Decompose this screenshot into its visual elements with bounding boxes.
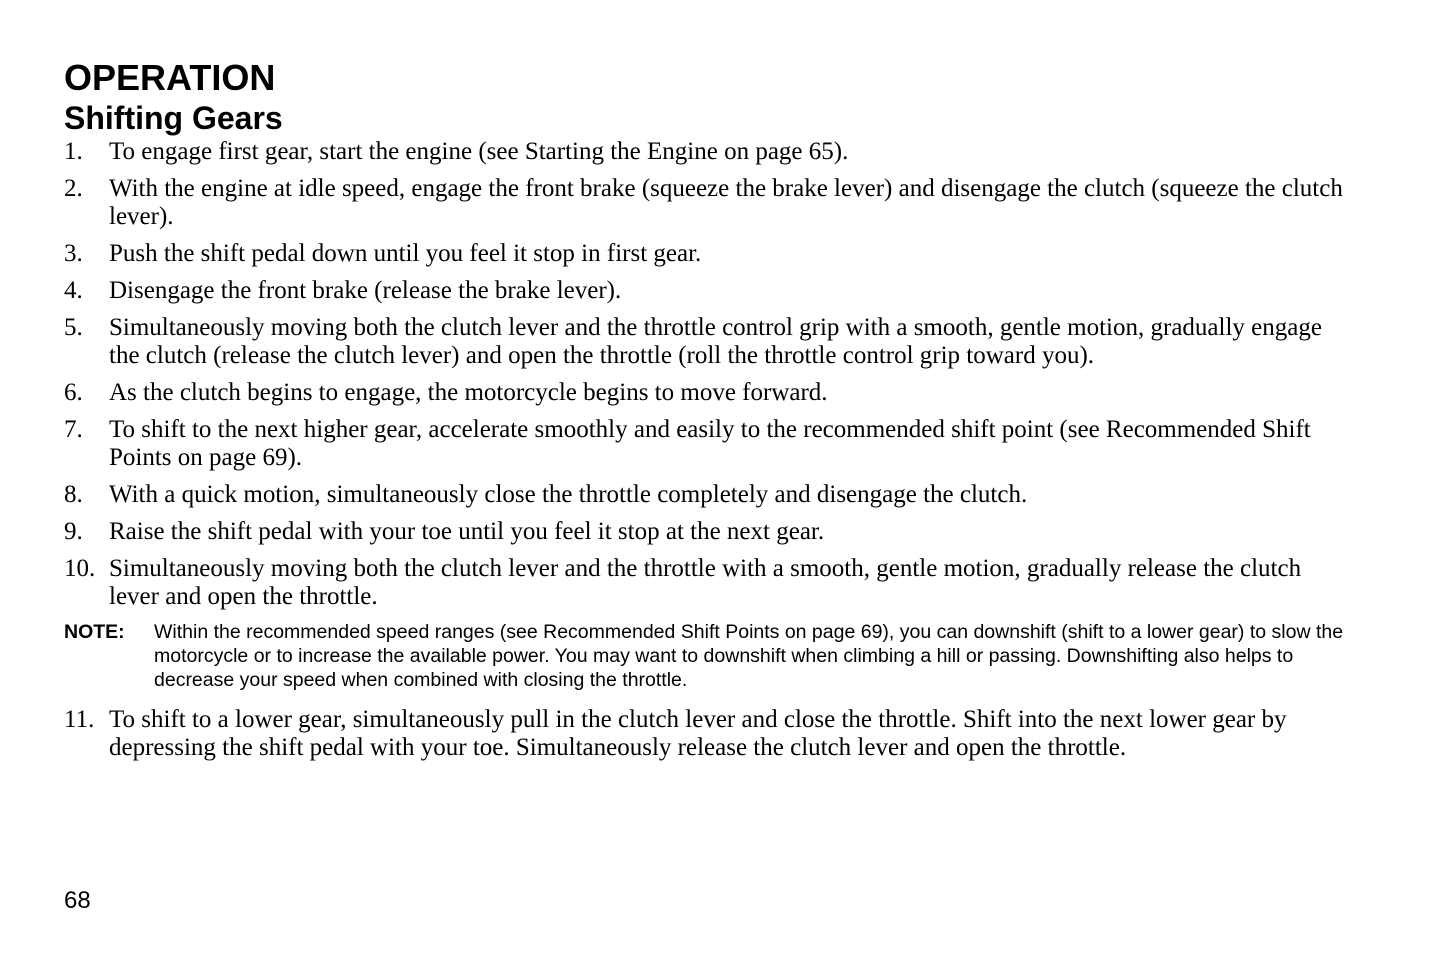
- step-number: 1.: [64, 138, 83, 165]
- step-number: 11.: [64, 706, 95, 733]
- section-title: OPERATION: [64, 57, 276, 98]
- step-number: 9.: [64, 518, 83, 545]
- step-item: [64, 518, 1384, 546]
- step-text: With the engine at idle speed, engage the front brake (squeeze the brake lever) and disengage the clutch (squeeze the clutch lever).: [109, 175, 1343, 230]
- step-item: [64, 175, 1384, 231]
- step-item: [64, 240, 1384, 268]
- step-text: As the clutch begins to engage, the motorcycle begins to move forward.: [109, 379, 828, 406]
- step-item: [64, 481, 1384, 509]
- step-text: To shift to the next higher gear, accelerate smoothly and easily to the recommended shift point (see Recommended Shift Points on page 69).: [109, 416, 1311, 471]
- step-number: 10.: [64, 555, 96, 582]
- step-text: To engage first gear, start the engine (see Starting the Engine on page 65).: [109, 138, 849, 165]
- step-text: Simultaneously moving both the clutch lever and the throttle with a smooth, gentle motion, gradually release the clutch lever and open the throttle.: [109, 555, 1302, 610]
- step-text: Disengage the front brake (release the brake lever).: [109, 277, 622, 304]
- note-text: Within the recommended speed ranges (see Recommended Shift Points on page 69), you can downshift (shift to a lower gear) to slow the motorcycle or to increase the available power. You may want to downshift when climbing a hill or passing. Downshifting also helps to decrease your speed when combined with closing the throttle.: [154, 621, 1344, 691]
- subsection-title: Shifting Gears: [64, 100, 283, 136]
- page-number: 68: [64, 887, 91, 914]
- step-item: [64, 416, 1384, 472]
- step-number: 5.: [64, 314, 83, 341]
- note-label: NOTE:: [64, 621, 125, 643]
- step-text: Push the shift pedal down until you feel it stop in first gear.: [109, 240, 702, 267]
- step-item: [64, 277, 1384, 305]
- step-item: [64, 314, 1384, 370]
- step-item: [64, 706, 1384, 762]
- note-block: [64, 620, 1384, 692]
- step-number: 3.: [64, 240, 83, 267]
- step-text: With a quick motion, simultaneously close the throttle completely and disengage the clutch.: [109, 481, 1028, 508]
- step-item: [64, 138, 1384, 166]
- step-text: Raise the shift pedal with your toe until you feel it stop at the next gear.: [109, 518, 825, 545]
- step-text: Simultaneously moving both the clutch lever and the throttle control grip with a smooth, gentle motion, gradually engage the clutch (release the clutch lever) and open the throttle (roll the throttle control grip toward you).: [109, 314, 1322, 369]
- manual-page: [64, 56, 1384, 771]
- step-item: [64, 555, 1384, 611]
- step-number: 8.: [64, 481, 83, 508]
- steps-list: [64, 138, 1384, 611]
- step-item: [64, 379, 1384, 407]
- step-number: 2.: [64, 175, 83, 202]
- step-number: 7.: [64, 416, 83, 443]
- step-number: 6.: [64, 379, 83, 406]
- step-number: 4.: [64, 277, 83, 304]
- step-text: To shift to a lower gear, simultaneously pull in the clutch lever and close the throttle. Shift into the next lower gear by depressing the shift pedal with your toe. Simultaneously release the clutch lever and open the throttle.: [109, 706, 1287, 761]
